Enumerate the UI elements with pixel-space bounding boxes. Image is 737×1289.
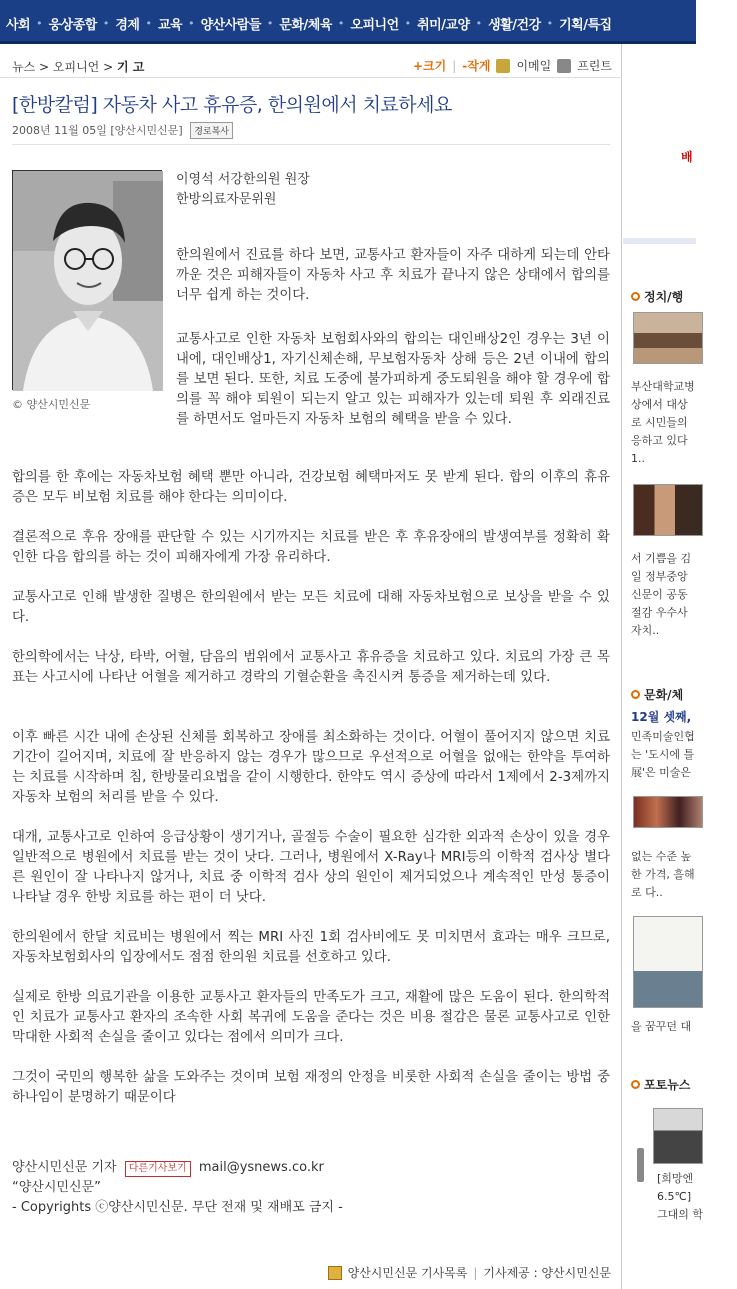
article-paragraph: 한의학에서는 낙상, 타박, 어혈, 담음의 범위에서 교통사고 휴유증을 치료하고 있다. 치료의 가장 큰 목표는 사고시에 나타난 어혈을 제거하고 경락의 기혈순환을 촉진시켜 통증을 제거하는데 있다. [12, 650, 610, 685]
nav-item[interactable]: 오피니언 [350, 17, 399, 33]
nav-separator: • [188, 16, 195, 30]
sidebar-text-line: 는 '도시에 틀 [631, 748, 695, 761]
sidebar-text-line: 6.5℃] [657, 1190, 692, 1203]
section-title[interactable]: 정치/행 [644, 290, 684, 304]
nav-item[interactable]: 경제 [115, 17, 140, 33]
sidebar-text-line: 12월 셋째, [631, 710, 692, 724]
article-paragraph: 그것이 국민의 행복한 삶을 도와주는 것이며 보험 재정의 안정을 비롯한 사회적 손실을 줄이는 방법 중 하나임이 분명하기 때문이다 [12, 1070, 610, 1105]
sidebar-text-line: 展'은 미술은 [631, 766, 692, 779]
breadcrumb-opinion[interactable]: 오피니언 [52, 60, 100, 74]
article-paragraph: 대개, 교통사고로 인하여 응급상황이 생기거나, 골절등 수술이 필요한 심각한 외과적 손상이 있을 경우 일반적으로 병원에서 치료를 받는 것이 낫다. 그러나, 병원에서 X-Ray나 MRI등의 이학적 검사상 별다른 원인이 잘 나타나지 않거나, 치료 중 이학적 검사 상의 원인이 제거되었으나 계속적인 만성 통증이 나타날 경우 한방 치료를 하는 편이 더 낫다. [12, 830, 610, 905]
sidebar-text-line: 자치.. [631, 624, 660, 637]
breadcrumb [12, 58, 144, 75]
sidebar-text-line: 로 다.. [631, 886, 663, 899]
nav-separator: • [266, 16, 274, 30]
nav-item[interactable]: 문화/체육 [279, 17, 332, 33]
bullet-icon [631, 690, 640, 699]
article-paragraph: 한의원에서 한달 치료비는 병원에서 찍는 MRI 사진 1회 검사비에도 못 미치면서 효과는 매우 크므로, 자동차보험회사의 입장에서도 점점 한의원 치료를 선호하고 있다. [12, 930, 610, 965]
sidebar-news-headline[interactable] [631, 708, 711, 726]
sidebar-text-line: 1.. [631, 452, 645, 465]
article-paragraph: 결론적으로 후유 장애를 판단할 수 있는 시기까지는 치료를 받은 후 후유장애의 발생여부를 정확히 확인한 다음 합의를 하는 것이 피해자에게 가장 유리하다. [12, 530, 610, 565]
breadcrumb-bar [0, 52, 622, 78]
author-name: 이영석 서강한의원 원장 [176, 172, 310, 187]
author-portrait-image [13, 171, 163, 391]
footer-sep: | [473, 1265, 478, 1280]
right-sidebar [623, 44, 704, 1289]
carousel-prev-button[interactable] [637, 1148, 644, 1182]
author-info [176, 170, 310, 210]
sidebar-text-line: 일 정부중앙 [631, 570, 688, 583]
sidebar-news-text[interactable] [657, 1170, 737, 1224]
photo-news-thumbnail[interactable] [653, 1108, 703, 1164]
book-cover-thumbnail[interactable] [633, 916, 703, 1008]
nav-separator: • [337, 16, 345, 30]
sidebar-news-text[interactable] [631, 378, 711, 468]
sidebar-text-line: 상에서 대상 [631, 398, 688, 411]
breadcrumb-news[interactable]: 뉴스 [12, 60, 36, 74]
article-date-text: 2008년 11월 05일 [양산시민신문] [12, 124, 183, 137]
section-politics-header[interactable] [631, 288, 683, 305]
nav-separator: • [36, 16, 43, 30]
font-smaller-button[interactable]: -작게 [462, 59, 491, 73]
article-paragraph: 한의원에서 진료를 하다 보면, 교통사고 환자들이 자주 대하게 되는데 안타까운 것은 피해자들이 자동차 사고 후 치료가 끝나지 않은 상태에서 합의를 너무 쉽게 하는 것이다. [176, 248, 610, 303]
nav-separator: • [475, 16, 483, 30]
sidebar-text-line: 그대의 학 [657, 1208, 704, 1221]
nav-item[interactable]: 기획/특집 [559, 17, 612, 33]
article-date [12, 122, 233, 139]
sidebar-text-line: 없는 수준 높 [631, 850, 692, 863]
article-footer [328, 1264, 611, 1281]
bullet-icon [631, 292, 640, 301]
provider-text: 기사제공 : 양산시민신문 [483, 1266, 611, 1280]
nav-item[interactable]: 양산사람들 [200, 17, 261, 33]
sidebar-text-line: 응하고 있다 [631, 434, 688, 447]
article-paragraph: 교통사고로 인한 자동차 보험회사와의 합의는 대인배상2인 경우는 3년 이내에, 대인배상1, 자기신체손해, 무보험자동차 상해 등은 2년 이내에 합의를 보면 된다. 또한, 치료 도중에 불가피하게 중도퇴원을 해야 할 경우에 합의를 꼭 해야 퇴원이 되는지 알고 있는 피해자가 있는데 퇴원 후 외래진료를 하면서도 얼마든지 자동차 보험의 혜택을 받을 수 있다. [176, 332, 610, 427]
sidebar-text-line: 로 시민들의 [631, 416, 688, 429]
article-paragraph: 실제로 한방 의료기관을 이용한 교통사고 환자들의 만족도가 크고, 재활에 많은 도움이 된다. 한의학적인 치료가 교통사고 환자의 조속한 사회 복귀에 도움을 준다는 것은 비용 절감은 물론 교통사고로 인한 막대한 사회적 손실을 줄이고 있다는 점에서 의미가 크다. [12, 990, 610, 1045]
reporter-email[interactable]: mail@ysnews.co.kr [198, 1160, 324, 1175]
photo-caption: © 양산시민신문 [12, 398, 91, 411]
sidebar-text-line: 서 기쁨을 김 [631, 552, 692, 565]
sidebar-news-text[interactable] [631, 728, 711, 782]
sidebar-news-text[interactable] [631, 848, 711, 902]
font-bigger-button[interactable]: +크기 [412, 59, 447, 73]
breadcrumb-sep: > [103, 60, 114, 74]
sidebar-text-line: 부산대학교병 [631, 380, 695, 393]
article-column [0, 44, 622, 1289]
author-photo [12, 170, 162, 390]
article-paragraph: 교통사고로 인해 발생한 질병은 한의원에서 받는 모든 치료에 대해 자동차보험으로 보상을 받을 수 있다. [12, 590, 610, 625]
breadcrumb-sep: > [39, 60, 50, 74]
sidebar-text-line: 절감 우수사 [631, 606, 688, 619]
section-title[interactable]: 포토뉴스 [644, 1078, 691, 1092]
divider [12, 144, 610, 145]
sidebar-text-line: [희망엔 [657, 1172, 694, 1185]
article-tools [413, 57, 612, 74]
ad-banner[interactable] [623, 54, 696, 244]
sidebar-text-line: 한 가격, 흘해 [631, 868, 695, 881]
nav-item[interactable]: 웅상종합 [48, 17, 97, 33]
nav-item[interactable]: 교육 [157, 17, 183, 33]
news-thumbnail[interactable] [633, 484, 703, 536]
paper-name: “양산시민신문” [12, 1180, 101, 1195]
news-thumbnail[interactable] [633, 796, 703, 828]
copy-path-button[interactable]: 경로복사 [190, 122, 233, 139]
section-photo-news-header[interactable] [631, 1076, 690, 1093]
sidebar-news-text[interactable] [631, 550, 711, 640]
list-icon [328, 1266, 342, 1280]
copyright-notice: - Copyrights ⓒ양산시민신문. 무단 전재 및 재배포 금지 - [12, 1200, 343, 1215]
nav-item[interactable]: 사회 [6, 17, 31, 33]
nav-bar [0, 8, 696, 38]
sidebar-news-text[interactable] [631, 1018, 711, 1036]
nav-item[interactable]: 생활/건강 [488, 17, 541, 33]
more-articles-button[interactable]: 다른기사보기 [125, 1161, 191, 1177]
sidebar-text-line: 민족미술인협 [631, 730, 695, 743]
reporter-info [12, 1158, 343, 1218]
tools-divider: | [452, 58, 457, 73]
author-title: 한방의료자문위원 [176, 192, 277, 207]
breadcrumb-current: 기 고 [117, 60, 145, 74]
sidebar-text-line: 을 꿈꾸던 대 [631, 1020, 692, 1033]
section-title[interactable]: 문화/체 [644, 688, 684, 702]
ad-text: 배 [681, 150, 693, 164]
article-paragraph: 이후 빠른 시간 내에 손상된 신체를 회복하고 장애를 최소화하는 것이다. 어혈이 풀어지지 않으면 치료기간이 길어지며, 치료에 잘 반응하지 않는 경우가 많으므로 우선적으로 어혈을 없애는 한약을 투여하는 치료를 시작하며 침, 한방물리요법을 같이 시행한다. 한약도 역시 증상에 따라서 1제에서 2-3제까지 자동차 보험의 처리를 받을 수 있다. [12, 730, 610, 805]
nav-separator: • [145, 16, 152, 30]
nav-item[interactable]: 취미/교양 [417, 17, 470, 33]
top-navigation [0, 0, 696, 44]
email-icon[interactable] [496, 59, 510, 73]
news-thumbnail[interactable] [633, 312, 703, 364]
nav-separator: • [546, 16, 554, 30]
print-button[interactable]: 프린트 [577, 59, 612, 73]
nav-separator: • [404, 16, 412, 30]
email-button[interactable]: 이메일 [516, 59, 552, 73]
reporter-name: 양산시민신문 기자 [12, 1160, 117, 1175]
article-list-link[interactable]: 양산시민신문 기사목록 [347, 1266, 468, 1280]
sidebar-text-line: 신문이 공동 [631, 588, 688, 601]
bullet-icon [631, 1080, 640, 1089]
article-title: [한방칼럼] 자동차 사고 휴유증, 한의원에서 치료하세요 [12, 94, 452, 116]
print-icon[interactable] [557, 59, 571, 73]
nav-separator: • [102, 16, 110, 30]
article-paragraph: 합의를 한 후에는 자동차보험 혜택 뿐만 아니라, 건강보험 혜택마저도 못 받게 된다. 합의 이후의 휴유증은 모두 비보험 치료를 해야 한다는 의미이다. [12, 470, 610, 505]
section-culture-header[interactable] [631, 686, 683, 703]
